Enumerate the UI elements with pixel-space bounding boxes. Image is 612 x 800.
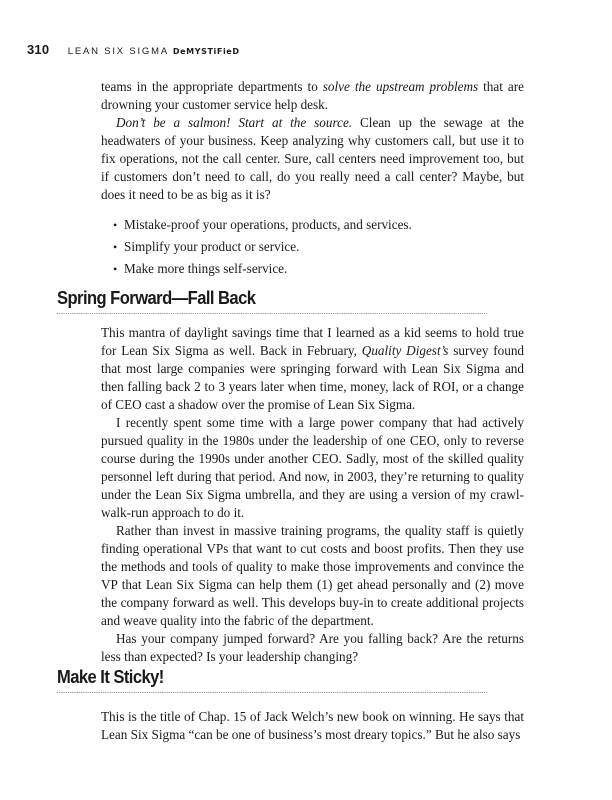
paragraph (101, 324, 524, 414)
italic-emphasis: Quality Digest’s (361, 343, 449, 358)
section-heading-spring-forward: Spring Forward—Fall Back (57, 288, 487, 314)
paragraph (101, 114, 524, 204)
paragraph (101, 78, 524, 114)
text-run: teams in the appropriate departments to (101, 79, 323, 94)
section-heading-make-it-sticky: Make It Sticky! (57, 667, 487, 693)
text-run: that are drowning your customer service help desk. (101, 79, 524, 112)
bullet-icon: • (113, 218, 118, 232)
make-it-sticky-text-block (101, 708, 524, 744)
intro-text-block (101, 78, 524, 282)
bullet-text: Simplify your product or service. (124, 239, 300, 254)
bullet-item (101, 238, 524, 256)
bullet-list (101, 216, 524, 278)
running-head (27, 41, 240, 59)
paragraph: I recently spent some time with a large power company that had actively pursued quality in the 1980s under the leadership of one CEO, only to reverse course during the 1990s under another CEO. Sadly, most of the skilled quality personnel left during that period. And now, in 2003, they’re returning to quality under the Lean Six Sigma umbrella, and they are using a version of my crawl-walk-run approach to do it. (101, 415, 524, 520)
book-title-main: LEAN SIX SIGMA (67, 46, 169, 57)
bullet-item (101, 216, 524, 234)
italic-emphasis: Don’t be a salmon! Start at the source. (116, 115, 353, 130)
text-run: This mantra of daylight savings time that I learned as a kid seems to hold true for Lean Six Sigma as well. Back in February, (101, 325, 524, 358)
bullet-text: Make more things self-service. (124, 261, 288, 276)
page-number: 310 (27, 42, 50, 57)
bullet-item (101, 260, 524, 278)
text-run: Clean up the sewage at the headwaters of your business. Keep analyzing why customers call, but use it to fix operations, not the call center. Sure, call centers need improvement too, but if customers don’t need to call, do you really need a call center? Maybe, but does it need to be as big as it is? (101, 115, 524, 202)
bullet-text: Mistake-proof your operations, products, and services. (124, 217, 412, 232)
bullet-icon: • (113, 240, 118, 254)
paragraph: Rather than invest in massive training programs, the quality staff is quietly finding operational VPs that want to cut costs and boost profits. Then they use the methods and tools of quality to make those improvements and convince the VP that Lean Six Sigma can help them (1) get ahead personally and (2) move the company forward as well. This develops buy-in to create additional projects and weave quality into the fabric of the department. (101, 523, 524, 628)
bullet-icon: • (113, 262, 118, 276)
italic-emphasis: solve the upstream problems (322, 79, 479, 94)
book-title (68, 46, 240, 57)
spring-forward-text-block (101, 324, 524, 666)
text-run: survey found that most large companies were springing forward with Lean Six Sigma and then falling back 2 to 3 years later when time, money, lack of ROI, or a change of CEO cast a shadow over the promise of Lean Six Sigma. (101, 343, 525, 412)
book-title-demystified: DeMYSTiFieD (172, 47, 240, 56)
paragraph: This is the title of Chap. 15 of Jack Welch’s new book on winning. He says that Lean Six Sigma “can be one of business’s most dreary topics.” But he also says (101, 709, 524, 742)
paragraph: Has your company jumped forward? Are you falling back? Are the returns less than expected? Is your leadership changing? (101, 631, 524, 664)
